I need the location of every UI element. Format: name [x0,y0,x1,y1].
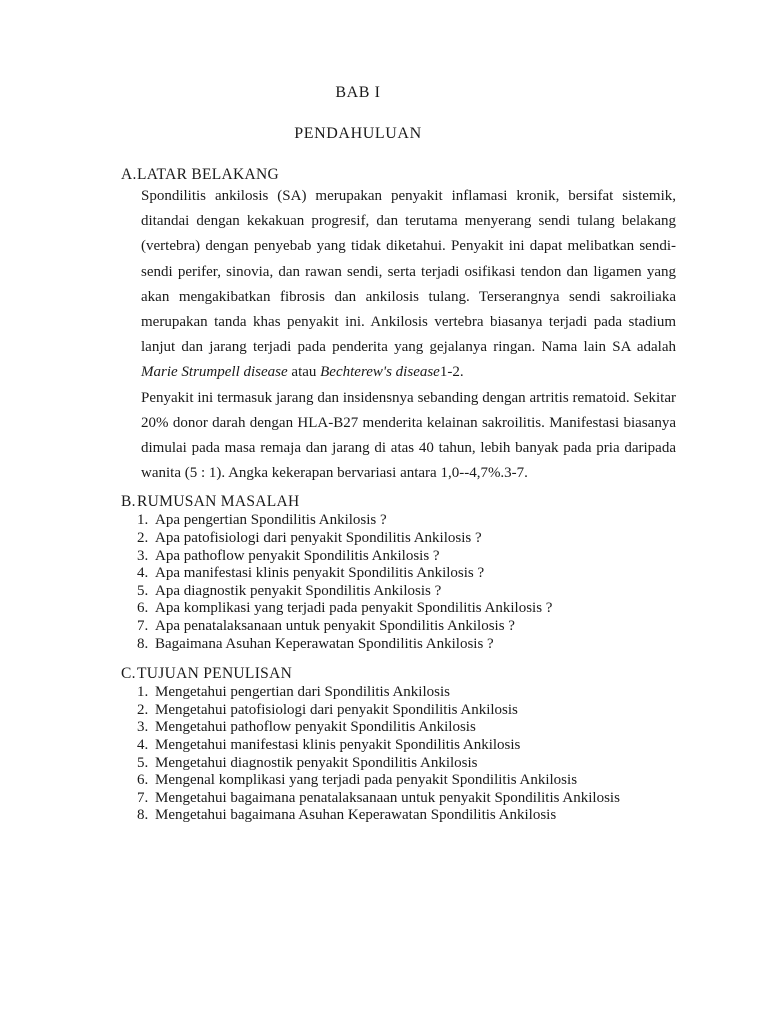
list-item-text: Apa pathoflow penyakit Spondilitis Ankilosis ? [155,547,440,564]
section-heading-label: TUJUAN PENULISAN [137,665,293,683]
list-item-text: Bagaimana Asuhan Keperawatan Spondilitis Ankilosis ? [155,635,494,652]
list-item [137,719,768,737]
list-item-text: Apa penatalaksanaan untuk penyakit Spondilitis Ankilosis ? [155,618,515,634]
list-item [137,565,768,583]
list-item-text: Mengetahui pengertian dari Spondilitis Ankilosis [155,684,450,701]
tujuan-penulisan-list [137,684,768,825]
list-item [137,737,768,755]
list-item-text: Mengetahui patofisiologi dari penyakit Spondilitis Ankilosis [155,701,518,718]
paragraph-1-citation: 1-2. [439,364,464,381]
section-letter: B. [121,493,136,511]
list-item [137,684,768,702]
list-item [137,636,768,654]
list-item [137,702,768,720]
section-letter: A. [121,166,137,183]
list-item-text: Mengetahui bagaimana Asuhan Keperawatan Spondilitis Ankilosis [155,807,557,824]
list-item [137,600,768,618]
list-item-text: Apa manifestasi klinis penyakit Spondilitis Ankilosis ? [155,565,485,582]
paragraph-2: Penyakit ini termasuk jarang dan insidensnya sebanding dengan artritis rematoid. Sekitar 20% donor darah dengan HLA-B27 menderita kelainan sakroilitis. Manifestasi biasanya dimulai pada masa remaja dan jarang di atas 40 tahun, lebih banyak pada pria daripada wanita (5 : 1). Angka kekerapan bervariasi antara 1,0--4,7%.3-7. [141,389,676,482]
list-item-number: 4. [137,565,149,582]
list-item [137,755,768,773]
section-rumusan-masalah [0,493,768,653]
section-heading-label: RUMUSAN MASALAH [137,493,300,511]
list-item-text: Mengetahui bagaimana penatalaksanaan untuk penyakit Spondilitis Ankilosis [155,789,620,806]
list-item-text: Apa pengertian Spondilitis Ankilosis ? [155,512,387,529]
list-item-number: 1. [137,684,149,701]
list-item-text: Apa patofisiologi dari penyakit Spondilitis Ankilosis ? [155,530,482,547]
list-item-number: 8. [137,635,149,652]
list-item [137,512,768,530]
list-item-number: 3. [137,719,149,736]
list-item-text: Mengetahui diagnostik penyakit Spondilitis Ankilosis [155,754,478,771]
list-item-number: 7. [137,618,149,634]
list-item [137,772,768,790]
background-paragraphs [141,184,676,486]
paragraph-1 [141,184,676,386]
chapter-title-block [0,0,716,143]
list-item [137,807,768,825]
list-item-number: 6. [137,600,149,617]
section-heading-rumusan-masalah [121,493,768,510]
list-item-text: Mengenal komplikasi yang terjadi pada penyakit Spondilitis Ankilosis [155,772,578,789]
list-item-number: 5. [137,754,149,771]
section-heading-label: LATAR BELAKANG [137,166,280,183]
list-item-number: 3. [137,547,149,564]
list-item-text: Apa komplikasi yang terjadi pada penyakit Spondilitis Ankilosis ? [155,600,553,617]
section-heading-latar-belakang [121,166,768,183]
list-item-text: Mengetahui pathoflow penyakit Spondilitis Ankilosis [155,719,476,736]
list-item-number: 4. [137,736,149,753]
list-item-number: 2. [137,530,149,547]
list-item-text: Mengetahui manifestasi klinis penyakit Spondilitis Ankilosis [155,736,521,753]
section-latar-belakang [0,166,768,486]
section-heading-tujuan-penulisan [121,665,768,682]
rumusan-masalah-list [137,512,768,653]
list-item-number: 6. [137,772,149,789]
list-item-number: 1. [137,512,149,529]
list-item-text: Apa diagnostik penyakit Spondilitis Ankilosis ? [155,582,442,599]
list-item [137,583,768,601]
chapter-title: BAB I [335,84,381,101]
list-item [137,530,768,548]
disease-name-italic-1: Marie Strumpell disease [141,364,288,381]
list-item-number: 7. [137,789,149,806]
paragraph-1-run-3: atau [287,364,321,381]
list-item-number: 2. [137,701,149,718]
list-item [137,618,768,636]
chapter-subtitle: PENDAHULUAN [294,125,422,142]
paragraph-1-run-1: Spondilitis ankilosis (SA) merupakan penyakit inflamasi kronik, bersifat sistemik, ditandai dengan kekakuan progresif, dan terutama menyerang sendi tulang belakang (vertebra) dengan penyebab yang tidak diketahui. Penyakit ini dapat melibatkan sendi-sendi perifer, sinovia, dan rawan sendi, serta terjadi osifikasi tendon dan ligamen yang akan mengakibatkan fibrosis dan ankilosis tulang. Terserangnya sendi sakroiliaka merupakan tanda khas penyakit ini. Ankilosis vertebra biasanya terjadi pada stadium lanjut dan jarang terjadi pada penderita yang gejalanya ringan. Nama lain SA adalah [141,188,676,356]
section-letter: C. [121,665,136,683]
section-tujuan-penulisan [0,665,768,825]
disease-name-italic-2: Bechterew's disease [320,364,440,381]
list-item [137,790,768,808]
list-item-number: 8. [137,807,149,824]
list-item-number: 5. [137,582,149,599]
list-item [137,548,768,566]
